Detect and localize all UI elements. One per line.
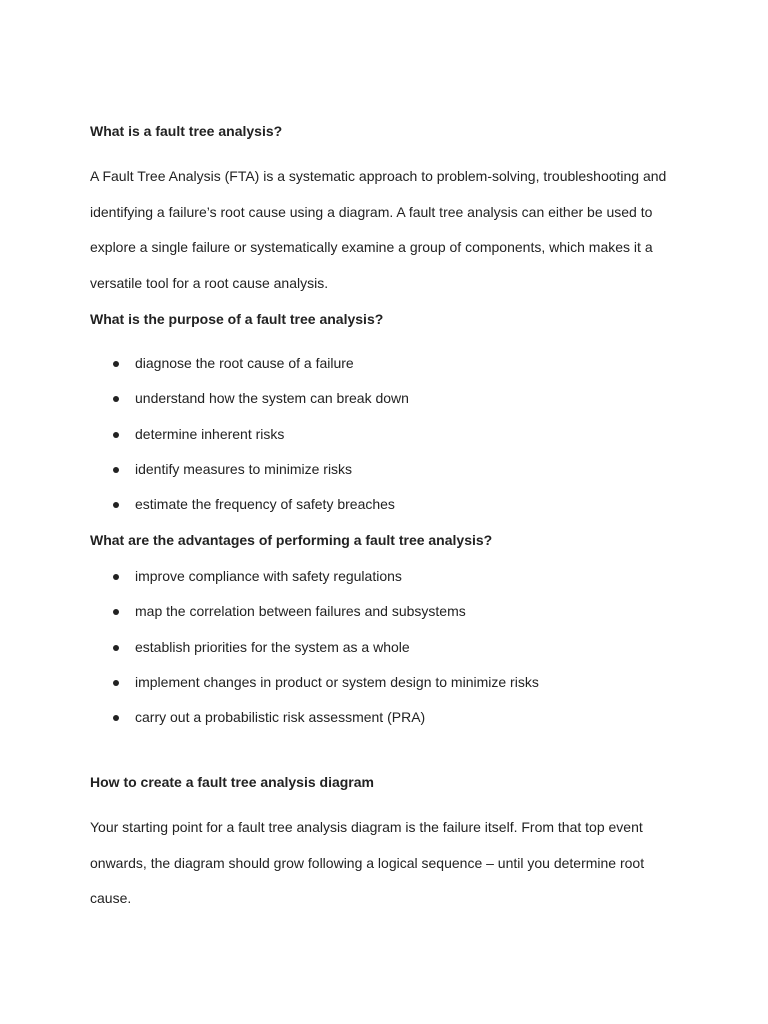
- paragraph-line: cause.: [90, 890, 132, 906]
- document-page: What is a fault tree analysis? A Fault Tree Analysis (FTA) is a systematic approach to problem-solving, troubleshooting and identifying a failure’s root cause using a diagram. A fault tree analysis can either be used to explore a single failure or systematically examine a group of components, which makes it a versatile tool for a root cause analysis. What is the purpose of a fault tree analysis? diagnose the root cause of a failure understand how the system can break down determine inherent risks identify measures to minimize risks estimate the frequency of safety breaches What are the advantages of performing a fault tree analysis? improve compliance with safety regulations map the correlation between failures and subsystems establish priorities for the system as a whole implement changes in product or system design to minimize risks carry out a probabilistic risk assessment (PRA) How to create a fault tree analysis diagram Your starting point for a fault tree analysis diagram is the failure itself. From that top event onwards, the diagram should grow following a logical sequence – until you determine root cause.: [0, 0, 768, 1024]
- paragraph-line: explore a single failure or systematically examine a group of components, which makes it a: [90, 239, 653, 255]
- paragraph-how-to-create: [90, 810, 690, 917]
- paragraph-line: versatile tool for a root cause analysis.: [90, 274, 329, 291]
- bullet-icon: [113, 715, 119, 721]
- heading-what-is-fta: What is a fault tree analysis?: [90, 123, 283, 139]
- bullet-icon: [113, 609, 119, 615]
- heading-purpose: What is the purpose of a fault tree analysis?: [90, 311, 384, 327]
- bullet-icon: [113, 680, 119, 686]
- paragraph-fta-definition: [90, 159, 690, 301]
- bullet-icon: [113, 396, 119, 402]
- bullet-icon: [113, 361, 119, 367]
- paragraph-line: onwards, the diagram should grow following a logical sequence – until you determine root: [90, 854, 645, 871]
- heading-advantages: What are the advantages of performing a fault tree analysis?: [90, 532, 493, 548]
- bullet-icon: [113, 502, 119, 508]
- bullet-icon: [113, 432, 119, 438]
- bullet-icon: [113, 645, 119, 651]
- paragraph-line: A Fault Tree Analysis (FTA) is a systematic approach to problem-solving, troubleshooting and: [90, 168, 667, 184]
- heading-how-to-create: How to create a fault tree analysis diagram: [90, 774, 374, 790]
- paragraph-line: Your starting point for a fault tree analysis diagram is the failure itself. From that top event: [90, 819, 643, 835]
- bullet-icon: [113, 574, 119, 580]
- paragraph-line: identifying a failure’s root cause using a diagram. A fault tree analysis can either be used to: [90, 203, 653, 220]
- bullet-icon: [113, 467, 119, 473]
